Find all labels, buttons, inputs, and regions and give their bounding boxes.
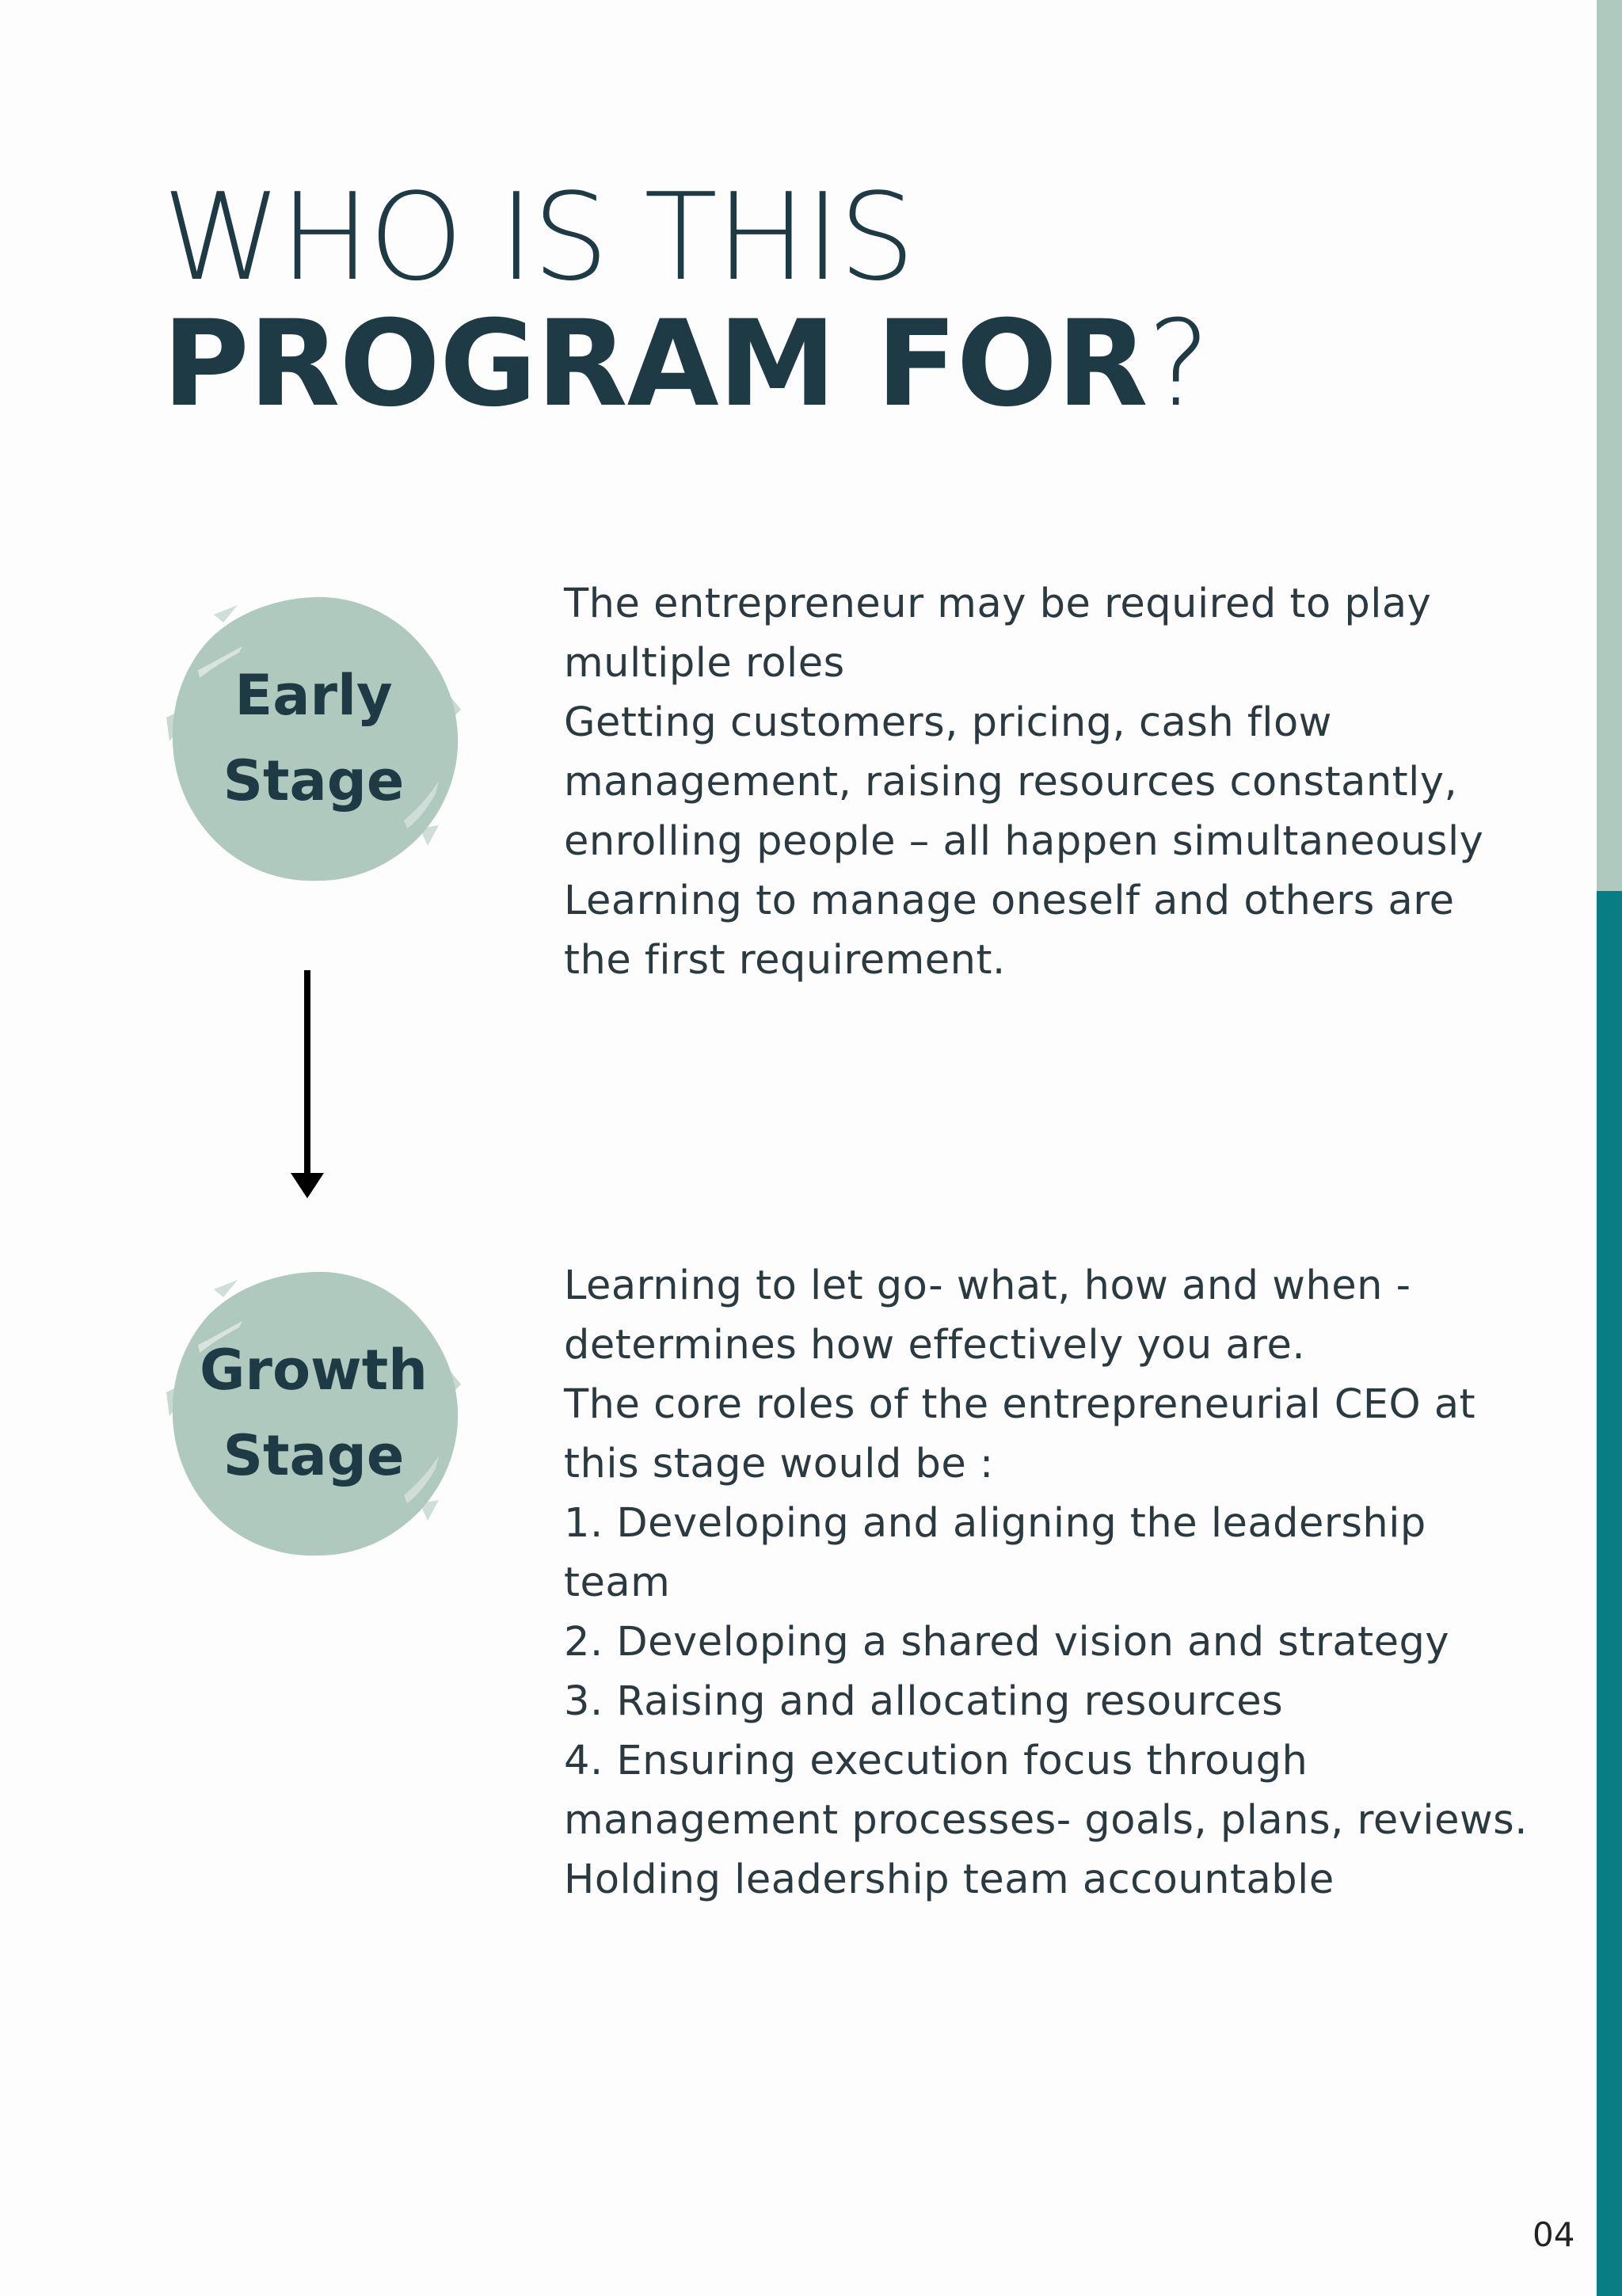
early-stage-badge [166, 591, 461, 885]
description-line: Holding leadership team accountable [564, 1856, 1335, 1903]
description-line: Getting customers, pricing, cash flow [564, 699, 1332, 746]
description-line: this stage would be : [564, 1441, 994, 1487]
description-line: The entrepreneur may be required to play [564, 581, 1432, 627]
accent-bar-bottom [1597, 891, 1622, 2296]
growth-stage-badge [166, 1266, 461, 1560]
growth-stage-label [166, 1266, 461, 1560]
growth-stage-label-line2: Stage [223, 1423, 405, 1488]
page-title-line1: WHO IS THIS [162, 167, 914, 307]
early-stage-label-line2: Stage [223, 748, 405, 813]
arrow-down-icon [291, 970, 324, 1200]
growth-stage-description [564, 1256, 1586, 1910]
description-line: The core roles of the entrepreneurial CEO at [564, 1381, 1476, 1428]
description-line: the first requirement. [564, 937, 1006, 984]
page-title [162, 167, 1210, 433]
description-line: 1. Developing and aligning the leadership [564, 1500, 1426, 1547]
page-title-line2 [162, 295, 1210, 433]
description-line: 3. Raising and allocating resources [564, 1678, 1284, 1725]
description-line: team [564, 1559, 671, 1606]
description-line: 2. Developing a shared vision and strategy [564, 1619, 1450, 1666]
page-number: 04 [1533, 2215, 1575, 2254]
description-line: management processes- goals, plans, reviews. [564, 1797, 1528, 1844]
early-stage-label-line1: Early [234, 663, 393, 728]
page-title-question-mark: ? [1147, 295, 1210, 433]
growth-stage-label-line1: Growth [199, 1338, 428, 1403]
description-line: Learning to let go- what, how and when - [564, 1262, 1411, 1309]
early-stage-description [564, 574, 1586, 990]
accent-bar-top [1597, 0, 1622, 891]
page-title-line2-main: PROGRAM FOR [162, 295, 1148, 433]
description-line: determines how effectively you are. [564, 1322, 1306, 1369]
description-line: enrolling people – all happen simultaneously [564, 818, 1484, 865]
description-line: 4. Ensuring execution focus through [564, 1738, 1308, 1784]
description-line: Learning to manage oneself and others are [564, 878, 1455, 924]
early-stage-label [166, 591, 461, 885]
description-line: management, raising resources constantly, [564, 759, 1458, 805]
description-line: multiple roles [564, 640, 845, 687]
